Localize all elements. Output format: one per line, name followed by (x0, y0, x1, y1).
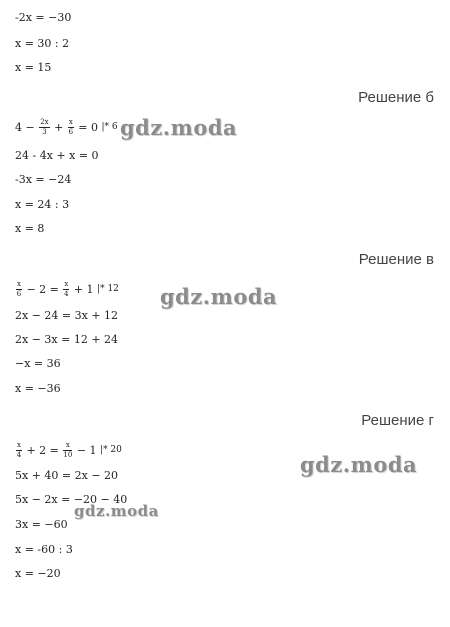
multiplier: |* 12 (97, 284, 119, 294)
equation-line: 5x − 2x = −20 − 40 (15, 493, 128, 506)
equation-line: 2x − 24 = 3x + 12 (15, 309, 119, 322)
term: 4 − (15, 121, 35, 134)
term: − 1 (76, 444, 97, 457)
multiplier: |* 6 (101, 122, 118, 132)
equation-line: 5x + 40 = 2x − 20 (15, 469, 119, 482)
equation-line: -3x = −24 (15, 173, 72, 186)
watermark: gdz.moda (160, 284, 278, 309)
watermark: gdz.moda (300, 452, 418, 477)
equation-line: x = 30 : 2 (15, 37, 70, 50)
equation-line: x = 8 (15, 222, 45, 235)
solution-heading-c: Решение в (358, 251, 434, 268)
equation-line: 3x = −60 (15, 518, 68, 531)
fraction: $\frac{x}{10}$ (63, 441, 73, 459)
equation-line-fractions (15, 442, 122, 459)
watermark: gdz.moda (120, 115, 238, 140)
term: + 1 (73, 283, 94, 296)
equation-line: x = −20 (15, 567, 61, 580)
fraction: $\frac{x}{4}$ (16, 441, 22, 459)
multiplier: |* 20 (100, 445, 122, 455)
equation-line: 2x − 3x = 12 + 24 (15, 333, 119, 346)
solution-heading-b: Решение б (358, 89, 434, 106)
term: − 2 = (26, 283, 59, 296)
fraction: $\frac{x}{6}$ (68, 118, 74, 136)
equation-line: -2x = −30 (15, 11, 72, 24)
equation-line: −x = 36 (15, 357, 61, 370)
equation-line-fractions (15, 281, 119, 298)
fraction: $\frac{x}{6}$ (16, 280, 22, 298)
equation-line: x = 15 (15, 61, 52, 74)
solution-heading-d: Решение г (361, 412, 434, 429)
equation-line-fractions (15, 119, 118, 136)
term: + (54, 121, 64, 134)
fraction: $\frac{2x}{3}$ (40, 118, 49, 136)
equation-line: x = 24 : 3 (15, 198, 70, 211)
equation-line: 24 - 4x + x = 0 (15, 149, 99, 162)
term: + 2 = (26, 444, 59, 457)
watermark: gdz.moda (74, 502, 159, 520)
fraction: $\frac{x}{4}$ (64, 280, 69, 298)
equation-line: x = −36 (15, 382, 61, 395)
equation-line: x = -60 : 3 (15, 543, 73, 556)
term: = 0 (78, 121, 99, 134)
